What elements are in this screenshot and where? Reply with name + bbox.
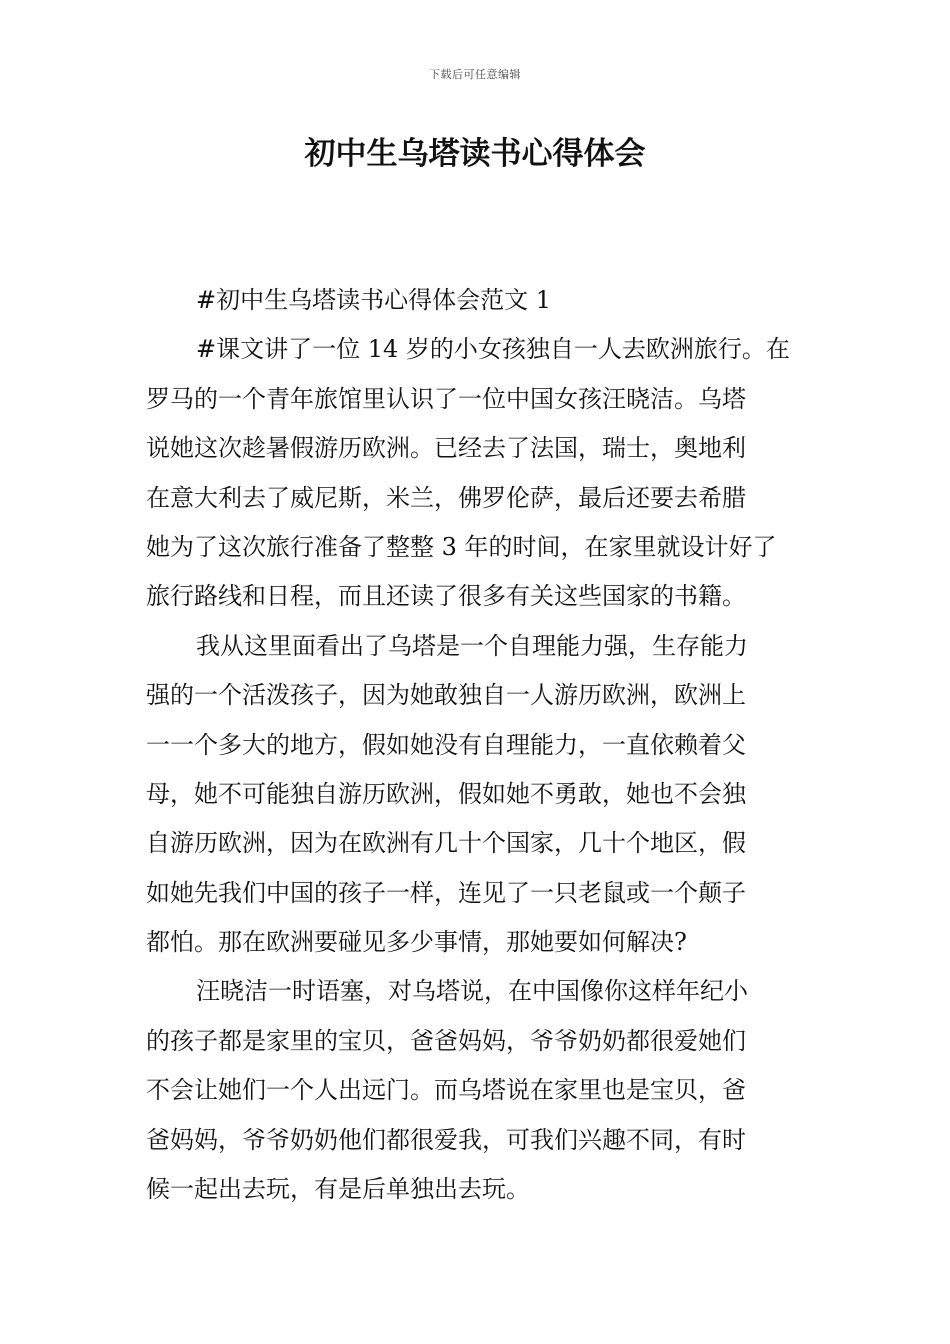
- body-line: 罗马的一个青年旅馆里认识了一位中国女孩汪晓洁。乌塔: [146, 384, 746, 413]
- document-body: [146, 281, 806, 1219]
- body-line: 不会让她们一个人出远门。而乌塔说在家里也是宝贝，爸: [146, 1076, 746, 1105]
- body-line: 汪晓洁一时语塞，对乌塔说，在中国像你这样年纪小: [196, 977, 748, 1006]
- body-line: 强的一个活泼孩子，因为她敢独自一人游历欧洲，欧洲上: [146, 681, 746, 710]
- body-line: 旅行路线和日程，而且还读了很多有关这些国家的书籍。: [146, 582, 746, 611]
- body-line: 的孩子都是家里的宝贝，爸爸妈妈，爷爷奶奶都很爱她们: [146, 1026, 746, 1055]
- body-line: 候一起出去玩，有是后单独出去玩。: [146, 1175, 530, 1204]
- body-line: #初中生乌塔读书心得体会范文 1: [196, 286, 552, 314]
- body-line: 在意大利去了威尼斯，米兰，佛罗伦萨，最后还要去希腊: [146, 483, 746, 512]
- body-line: 母，她不可能独自游历欧洲，假如她不勇敢，她也不会独: [146, 779, 746, 808]
- body-line: 我从这里面看出了乌塔是一个自理能力强，生存能力: [196, 631, 748, 660]
- document-title: 初中生乌塔读书心得体会: [304, 136, 646, 172]
- body-line: 爸妈妈，爷爷奶奶他们都很爱我，可我们兴趣不同，有时: [146, 1125, 746, 1154]
- header-note: 下载后可任意编辑: [429, 68, 521, 81]
- body-line: 都怕。那在欧洲要碰见多少事情，那她要如何解决?: [146, 928, 687, 957]
- body-line: 她为了这次旅行准备了整整 3 年的时间，在家里就设计好了: [146, 532, 777, 561]
- body-line: 一一个多大的地方，假如她没有自理能力，一直依赖着父: [146, 730, 746, 759]
- body-line: 自游历欧洲，因为在欧洲有几十个国家，几十个地区，假: [146, 829, 746, 858]
- body-line: 说她这次趁暑假游历欧洲。已经去了法国，瑞士，奥地利: [146, 434, 746, 463]
- body-line: 如她先我们中国的孩子一样，连见了一只老鼠或一个颠子: [146, 878, 746, 907]
- body-line: #课文讲了一位 14 岁的小女孩独自一人去欧洲旅行。在: [196, 335, 790, 364]
